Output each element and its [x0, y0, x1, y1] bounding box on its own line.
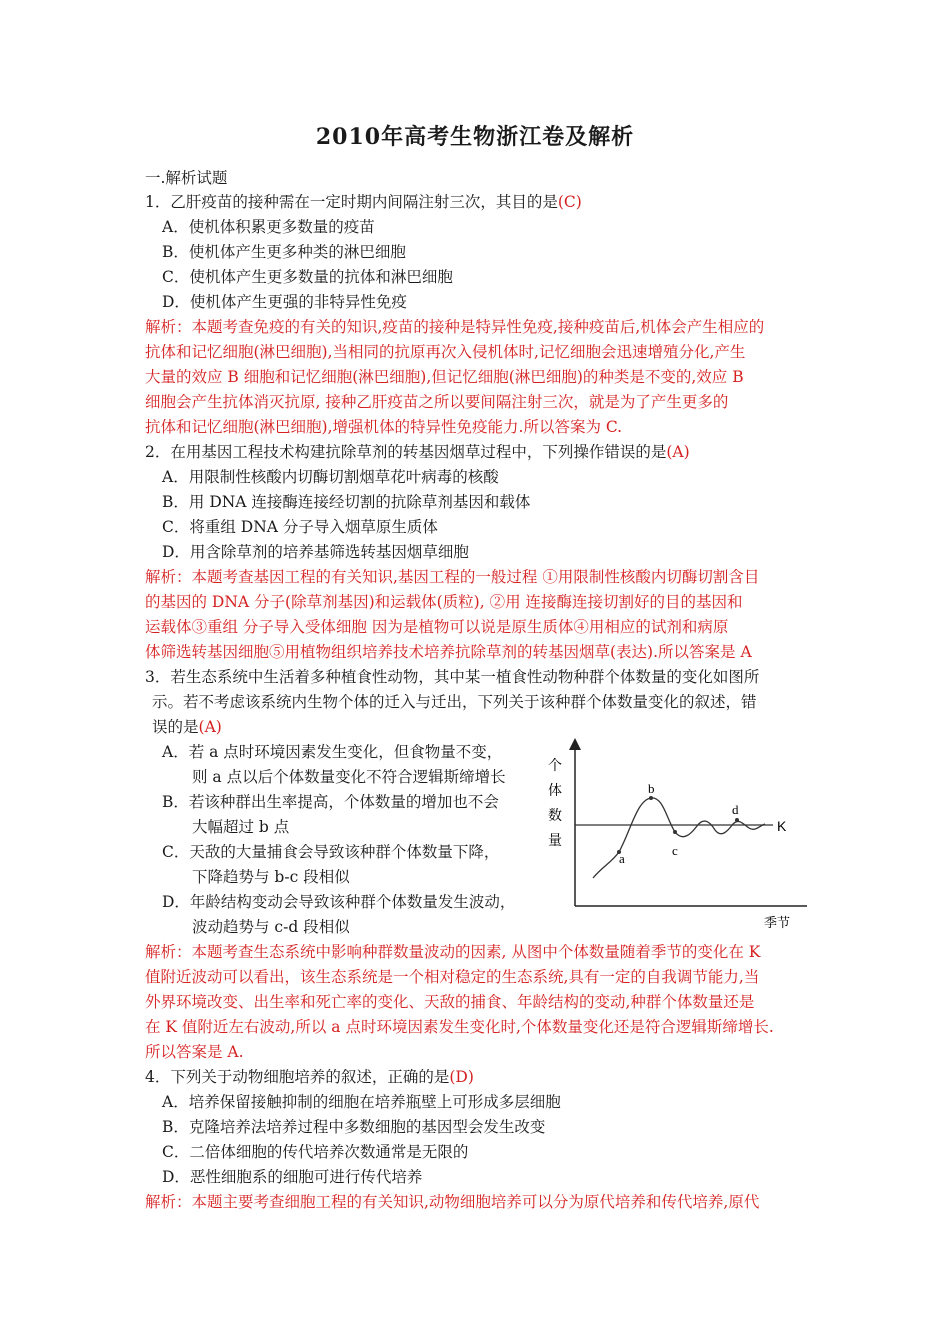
q1-analysis-line: 大量的效应 B 细胞和记忆细胞(淋巴细胞),但记忆细胞(淋巴细胞)的种类是不变的,效应 B: [145, 368, 744, 386]
ylabel-char: 体: [548, 782, 562, 798]
question-2-stem: [145, 442, 690, 462]
page-title: 2010年高考生物浙江卷及解析: [315, 124, 635, 150]
q3-analysis-line: 解析：本题考查生态系统中影响种群数量波动的因素, 从图中个体数量随着季节的变化在 K: [145, 943, 761, 961]
xlabel: 季节: [763, 915, 791, 930]
q3-option-a-cont: 则 a 点以后个体数量变化不符合逻辑斯缔增长: [192, 768, 506, 786]
q4-option-c: C．二倍体细胞的传代培养次数通常是无限的: [162, 1143, 469, 1161]
q3-option-b-cont: 大幅超过 b 点: [192, 818, 290, 836]
q1-analysis-line: 抗体和记忆细胞(淋巴细胞),增强机体的特异性免疫能力.所以答案为 C.: [145, 418, 623, 436]
question-1-stem: [145, 192, 582, 212]
question-3-stem-line: 示。若不考虑该系统内生物个体的迁入与迁出，下列关于该种群个体数量变化的叙述，错: [152, 693, 757, 711]
question-2-text: 2．在用基因工程技术构建抗除草剂的转基因烟草过程中，下列操作错误的是: [145, 443, 667, 461]
point-b-label: b: [648, 781, 655, 796]
question-4-text: 4．下列关于动物细胞培养的叙述，正确的是: [145, 1068, 450, 1086]
question-3-stem-line: 3．若生态系统中生活着多种植食性动物，其中某一植食性动物种群个体数量的变化如图所: [145, 668, 760, 686]
q1-option-b: B．使机体产生更多种类的淋巴细胞: [162, 243, 406, 261]
population-chart: [545, 738, 815, 934]
q2-option-b: B．用 DNA 连接酶连接经切割的抗除草剂基因和载体: [162, 493, 531, 511]
q1-analysis-line: 抗体和记忆细胞(淋巴细胞),当相同的抗原再次入侵机体时,记忆细胞会迅速增殖分化,产生: [145, 343, 746, 361]
q3-analysis-line: 外界环境改变、出生率和死亡率的变化、天敌的捕食、年龄结构的变动,种群个体数量还是: [145, 993, 755, 1011]
q4-option-a: A．培养保留接触抑制的细胞在培养瓶壁上可形成多层细胞: [162, 1093, 561, 1111]
q1-analysis-line: 解析：本题考查免疫的有关的知识,疫苗的接种是特异性免疫,接种疫苗后,机体会产生相应的: [145, 318, 765, 336]
point-d: [735, 818, 739, 822]
point-b: [649, 796, 653, 800]
point-a-label: a: [619, 851, 625, 866]
question-2-answer: (A): [666, 443, 690, 461]
q2-option-a: A．用限制性核酸内切酶切割烟草花叶病毒的核酸: [162, 468, 499, 486]
q3-analysis-line: 在 K 值附近左右波动,所以 a 点时环境因素发生变化时,个体数量变化还是符合逻辑斯缔增长.: [145, 1018, 774, 1036]
question-3-stem-line: [152, 717, 222, 737]
q2-analysis-line: 解析：本题考查基因工程的有关知识,基因工程的一般过程 ①用限制性核酸内切酶切割含目: [145, 568, 760, 586]
question-1-text: 1．乙肝疫苗的接种需在一定时期内间隔注射三次，其目的是: [145, 193, 558, 211]
q2-option-c: C．将重组 DNA 分子导入烟草原生质体: [162, 518, 438, 536]
q4-analysis-line: 解析：本题主要考查细胞工程的有关知识,动物细胞培养可以分为原代培养和传代培养,原代: [145, 1193, 760, 1211]
question-3-text: 误的是: [152, 718, 199, 736]
q3-analysis-line: 值附近波动可以看出，该生态系统是一个相对稳定的生态系统,具有一定的自我调节能力,当: [145, 968, 760, 986]
q1-option-a: A．使机体积累更多数量的疫苗: [162, 218, 375, 236]
q3-option-b: B．若该种群出生率提高，个体数量的增加也不会: [162, 793, 499, 811]
question-4-stem: [145, 1067, 474, 1087]
q1-analysis-line: 细胞会产生抗体消灭抗原, 接种乙肝疫苗之所以要间隔注射三次，就是为了产生更多的: [145, 393, 729, 411]
ylabel-char: 个: [548, 757, 562, 773]
point-c-label: c: [672, 843, 678, 858]
q3-option-c: C．天敌的大量捕食会导致该种群个体数量下降，: [162, 843, 500, 861]
q2-analysis-line: 的基因的 DNA 分子(除草剂基因)和运载体(质粒), ②用 连接酶连接切割好的目的基因和: [145, 593, 743, 611]
q2-analysis-line: 体筛选转基因细胞⑤用植物组织培养技术培养抗除草剂的转基因烟草(表达).所以答案是 A: [145, 643, 752, 661]
point-d-label: d: [732, 802, 739, 817]
q3-option-d: D．年龄结构变动会导致该种群个体数量发生波动，: [162, 893, 516, 911]
q3-option-d-cont: 波动趋势与 c-d 段相似: [192, 918, 350, 936]
q3-analysis-line: 所以答案是 A.: [145, 1043, 244, 1061]
question-3-answer: (A): [198, 718, 222, 736]
ylabel-char: 量: [548, 832, 562, 848]
ylabel-char: 数: [548, 807, 562, 823]
k-label: K: [777, 818, 787, 834]
section-heading: 一.解析试题: [145, 169, 228, 187]
q1-option-d: D．使机体产生更强的非特异性免疫: [162, 293, 407, 311]
q2-option-d: D．用含除草剂的培养基筛选转基因烟草细胞: [162, 543, 469, 561]
q4-option-d: D．恶性细胞系的细胞可进行传代培养: [162, 1168, 423, 1186]
q1-option-c: C．使机体产生更多数量的抗体和淋巴细胞: [162, 268, 453, 286]
q3-option-a: A．若 a 点时环境因素发生变化，但食物量不变，: [162, 743, 503, 761]
q2-analysis-line: 运载体③重组 分子导入受体细胞 因为是植物可以说是原生质体④用相应的试剂和病原: [145, 618, 729, 636]
question-4-answer: (D): [449, 1068, 474, 1086]
point-c: [673, 830, 677, 834]
q4-option-b: B．克隆培养法培养过程中多数细胞的基因型会发生改变: [162, 1118, 546, 1136]
question-1-answer: (C): [557, 193, 582, 211]
q3-option-c-cont: 下降趋势与 b-c 段相似: [192, 868, 350, 886]
